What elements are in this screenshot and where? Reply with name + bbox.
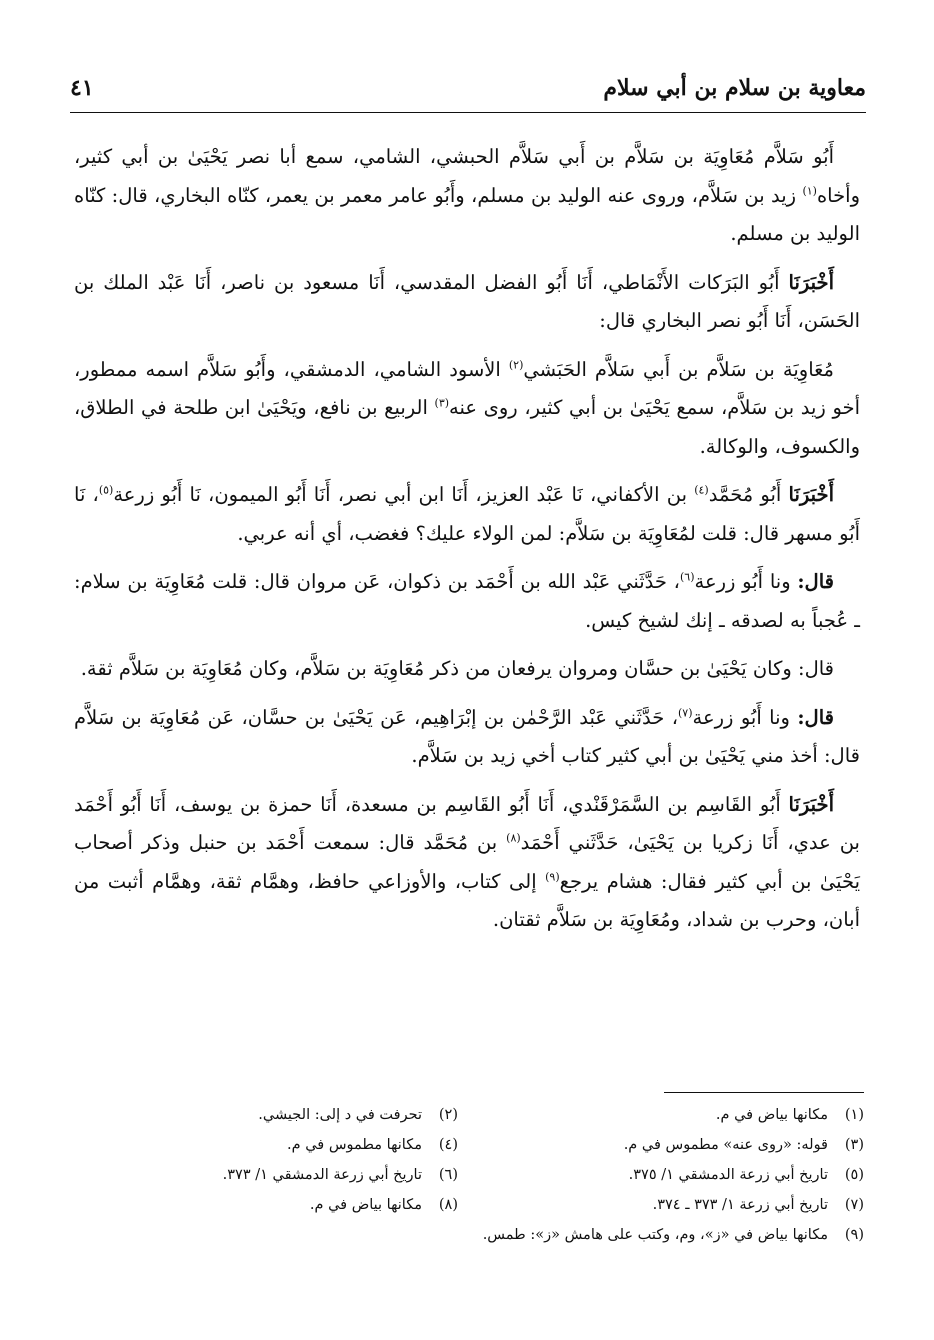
paragraph	[74, 264, 860, 341]
text-run: زيد بن سَلاَّم، وروى عنه الوليد بن مسلم، وأَبُو عامر معمر بن يعمر، كنّاه البخاري، قال: كنّاه الوليد بن مسلم.	[74, 183, 860, 245]
footnote-ref: (١)	[802, 184, 817, 197]
footnote-item	[488, 1130, 864, 1160]
footnote-number: (٤)	[438, 1137, 458, 1153]
footnote-item	[82, 1220, 864, 1250]
footnotes	[82, 1100, 864, 1250]
footnote-number: (٥)	[844, 1167, 864, 1183]
header-rule	[70, 112, 866, 113]
paragraph	[74, 351, 860, 467]
footnote-number: (٢)	[438, 1107, 458, 1123]
footnote-item	[82, 1190, 458, 1220]
footnote-text: قوله: «روى عنه» مطموس في م.	[623, 1137, 828, 1153]
paragraph	[74, 476, 860, 553]
footnote-item	[82, 1130, 458, 1160]
footnote-text: تاريخ أبي زرعة ١/ ٣٧٣ ـ ٣٧٤.	[652, 1197, 828, 1213]
footnote-number: (٩)	[844, 1227, 864, 1243]
footnote-text: تاريخ أبي زرعة الدمشقي ١/ ٣٧٣.	[222, 1167, 422, 1183]
text-run: أَبُو القَاسِم بن السَّمَرْقَنْدي، أَنَا أَبُو القَاسِم بن مسعدة، أَنَا حمزة بن يوسف، أَنَا أَبُو أَحْمَد بن عدي، أَنَا زكريا بن يَحْيَىٰ، حَدَّثَني أَحْمَد	[74, 792, 860, 854]
paragraph	[74, 563, 860, 640]
footnote-item	[488, 1100, 864, 1130]
footnote-ref: (٩)	[545, 870, 560, 883]
text-run: ، حَدَّثَني عَبْد الله بن أَحْمَد بن ذكوان، عَن مروان قال: قلت مُعَاوِيَة بن سلام: ـ عُجباً به لصدقه ـ إنك لشيخ كيس.	[74, 570, 860, 632]
footnote-text: مكانها بياض في م.	[309, 1197, 422, 1213]
page-number: ٤١	[70, 75, 94, 101]
footnote-ref: (٤)	[694, 483, 709, 497]
footnote-rule	[664, 1092, 864, 1093]
footnote-text: تاريخ أبي زرعة الدمشقي ١/ ٣٧٥.	[628, 1167, 828, 1183]
lead-keyword: أَخْبَرَنَا	[788, 792, 834, 816]
text-run: أَبُو البَرَكات الأَنْمَاطي، أَنَا أَبُو الفضل المقدسي، أَنَا مسعود بن ناصر، أَنَا عَبْد الملك بن الحَسَن، أَنَا أَبُو نصر البخاري قال:	[74, 270, 860, 332]
text-run: إلى كتاب، والأوزاعي حافظ، وهمَّام ثقة، وهمَّام أثبت من أبان، وحرب بن شداد، ومُعَاوِيَة بن سَلاَّم ثقتان.	[74, 869, 860, 931]
lead-keyword: قال:	[797, 570, 834, 593]
running-title: معاوية بن سلام بن أبي سلام	[603, 75, 866, 101]
text-run: أَبُو مُحَمَّد	[708, 483, 789, 506]
footnote-ref: (٥)	[98, 483, 114, 497]
footnote-ref: (٦)	[679, 570, 695, 584]
footnote-ref: (٨)	[506, 831, 521, 845]
footnote-number: (٨)	[438, 1197, 458, 1213]
paragraph	[74, 699, 860, 776]
text-run: بن الأكفاني، نَا عَبْد العزيز، أَنَا ابن أبي نصر، أَنَا أَبُو الميمون، نَا أَبُو زرعة	[113, 483, 695, 506]
footnote-ref: (٣)	[434, 396, 450, 410]
lead-keyword: أَخْبَرَنَا	[788, 483, 834, 506]
paragraph	[74, 786, 860, 940]
paragraph	[74, 138, 860, 254]
footnote-item	[82, 1160, 458, 1190]
text-run: الربيع بن نافع، ويَحْيَىٰ ابن طلحة في الطلاق، والكسوف، والوكالة.	[74, 396, 860, 458]
footnote-number: (٣)	[844, 1137, 864, 1153]
text-run: بن مُحَمَّد قال: سمعت أَحْمَد بن حنبل وذكر أصحاب يَحْيَىٰ بن أبي كثير فقال: هشام يرجع	[74, 831, 860, 893]
text-run: ونا أَبُو زرعة	[692, 705, 798, 729]
footnote-item	[488, 1160, 864, 1190]
footnote-number: (١)	[844, 1107, 864, 1123]
footnote-item	[488, 1190, 864, 1220]
text-run: ، حَدَّثَني عَبْد الرَّحْمٰن بن إبْرَاهِيم، عَن يَحْيَىٰ بن حسَّان، عَن مُعَاوِيَة بن سَلاَّم قال: أخذ مني يَحْيَىٰ بن أبي كثير كتاب أخي زيد بن سَلاَّم.	[74, 705, 860, 767]
text-run: ونا أَبُو زرعة	[694, 570, 798, 593]
footnote-text: تحرفت في د إلى: الجيشي.	[258, 1107, 422, 1123]
footnote-grid	[82, 1100, 864, 1220]
text-run: أَبُو سَلاَّم مُعَاوِيَة بن سَلاَّم بن أَبي سَلاَّم الحبشي، الشامي، سمع أبا نصر يَحْيَىٰ بن أبي كثير، وأخاه	[74, 145, 860, 207]
text-run: ، نَا أَبُو مسهر قال: قلت لمُعَاوِيَة بن سَلاَّم: لمن الولاء عليك؟ فغضب، أي أنه عربي.	[74, 483, 860, 545]
text-run: مُعَاوِيَة بن سَلاَّم بن أَبي سَلاَّم الحَبَشي	[523, 357, 834, 381]
footnote-ref: (٧)	[677, 706, 693, 719]
lead-keyword: أَخْبَرَنَا	[788, 270, 834, 294]
footnote-text: مكانها مطموس في م.	[287, 1137, 422, 1153]
text-run: الأسود الشامي، الدمشقي، وأَبُو سَلاَّم اسمه ممطور، أخو زيد بن سَلاَّم، سمع يَحْيَىٰ بن أبي كثير، روى عنه	[74, 357, 860, 419]
footnote-ref: (٢)	[508, 358, 524, 371]
paragraph	[74, 650, 860, 689]
text-run: قال: وكان يَحْيَىٰ بن حسَّان ومروان يرفعان من ذكر مُعَاوِيَة بن سَلاَّم، وكان مُعَاوِيَة بن سَلاَّم ثقة.	[80, 657, 834, 680]
footnote-text: مكانها بياض في «ز»، وم، وكتب على هامش «ز»: طمس.	[482, 1227, 828, 1243]
footnote-number: (٦)	[438, 1167, 458, 1183]
footnote-item	[82, 1100, 458, 1130]
main-text	[74, 138, 860, 950]
footnote-text: مكانها بياض في م.	[715, 1107, 828, 1123]
running-head	[70, 68, 866, 108]
footnote-number: (٧)	[844, 1197, 864, 1213]
lead-keyword: قال:	[797, 705, 834, 729]
